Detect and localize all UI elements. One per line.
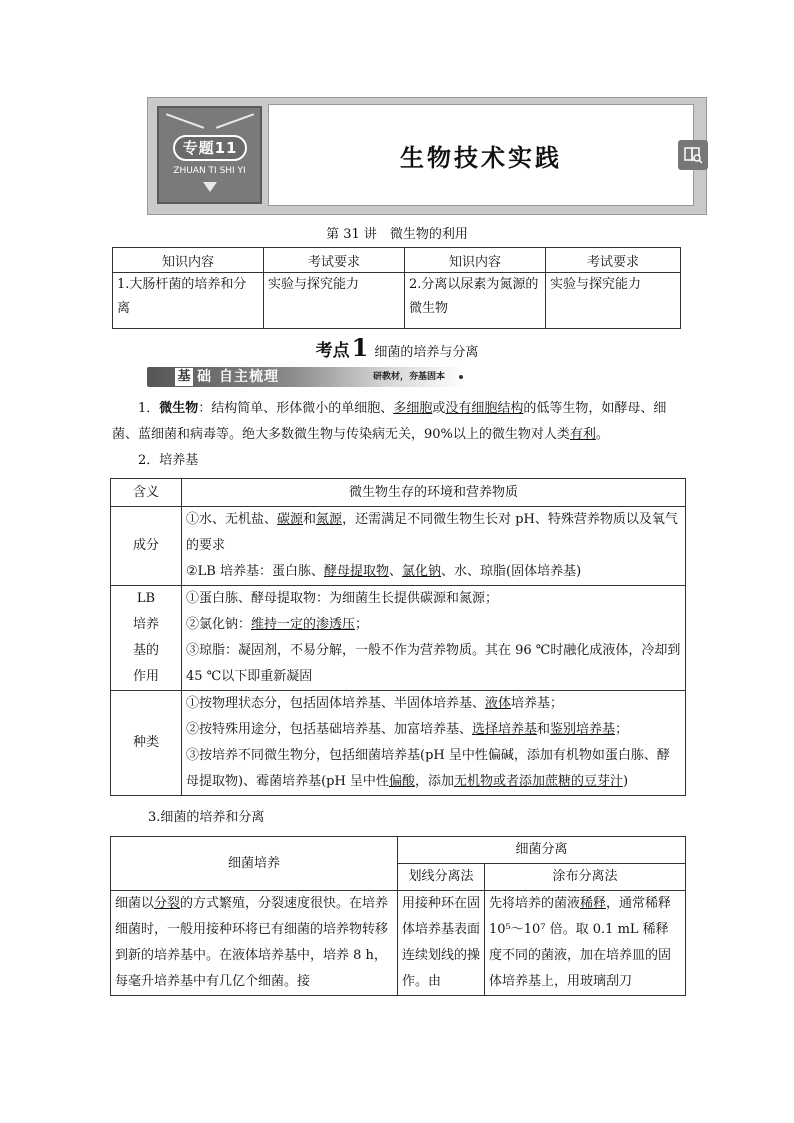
page-title: 生物技术实践 <box>400 143 562 172</box>
text-line <box>186 559 681 585</box>
text-line: ③琼脂：凝固剂，不易分解，一般不作为营养物质。其在 96 ℃时融化成液体，冷却到 45 ℃以下即重新凝固 <box>186 643 681 684</box>
answer-blank: 碳源 <box>277 512 304 527</box>
text: 。 <box>595 427 609 442</box>
kaodian-label: 考点 <box>315 341 350 361</box>
text-line <box>186 612 681 638</box>
section-bar <box>147 367 465 387</box>
text: ②按特殊用途分，包括基础培养基、加富培养基、 <box>186 722 473 737</box>
table-cell <box>182 691 686 796</box>
table-cell <box>182 586 686 691</box>
label-line: 作用 <box>132 669 159 684</box>
text: 、水、琼脂(固体培养基) <box>441 564 582 579</box>
kaodian-heading <box>0 333 794 362</box>
text: 细菌以 <box>115 896 155 911</box>
answer-blank: 分裂 <box>154 896 181 911</box>
answer-blank: 稀释 <box>580 896 607 911</box>
text-line <box>186 743 681 795</box>
medium-table <box>110 478 686 796</box>
row-label: 种类 <box>111 691 182 796</box>
table-cell: 微生物生存的环境和营养物质 <box>182 479 686 507</box>
table-header: 划线分离法 <box>398 864 485 891</box>
text: 或 <box>432 401 446 416</box>
row-label: 含义 <box>111 479 182 507</box>
table-header: 知识内容 <box>405 248 546 273</box>
culture-heading: 3.细菌的培养和分离 <box>148 810 265 825</box>
book-search-icon[interactable] <box>678 140 708 170</box>
text: ③按培养不同微生物分，包括细菌培养基(pH 呈中性偏碱，添加有机物如蛋白胨、酵母提取物)、霉菌培养基(pH 呈中性 <box>186 748 670 789</box>
lecture-title: 第 31 讲 微生物的利用 <box>326 227 468 242</box>
kaodian-topic: 细菌的培养与分离 <box>374 345 479 360</box>
table-cell: 1.大肠杆菌的培养和分离 <box>113 273 264 329</box>
table-header: 知识内容 <box>113 248 264 273</box>
answer-blank: 液体 <box>485 696 512 711</box>
text: 先将培养的菌液 <box>489 896 581 911</box>
table-header: 考试要求 <box>264 248 405 273</box>
label-line: 培养 <box>132 617 159 632</box>
text: 、 <box>389 564 403 579</box>
table-cell: 实验与探究能力 <box>546 273 681 329</box>
answer-blank: 维持一定的渗透压 <box>251 617 356 632</box>
topic-badge <box>157 106 262 204</box>
table-cell <box>182 507 686 586</box>
answer-blank: 鉴别培养基 <box>550 722 616 737</box>
text-line: ①蛋白胨、酵母提取物：为细菌生长提供碳源和氮源； <box>186 591 499 606</box>
text: ①水、无机盐、 <box>186 512 278 527</box>
label-line: LB <box>136 591 156 606</box>
text-line <box>186 691 681 717</box>
text: ②氯化钠： <box>186 617 252 632</box>
table-cell: 用接种环在固体培养基表面连续划线的操作。由 <box>398 891 485 996</box>
table-header: 考试要求 <box>546 248 681 273</box>
text: ①按物理状态分，包括固体培养基、半固体培养基、 <box>186 696 486 711</box>
text: 和 <box>537 722 551 737</box>
badge-decoration <box>166 113 204 129</box>
row-label <box>111 586 182 691</box>
answer-blank: 无机物或者添加蔗糖的豆芽汁 <box>453 774 623 789</box>
table-cell <box>111 891 398 996</box>
text-line <box>186 717 681 743</box>
answer-blank: 酵母提取物 <box>323 564 389 579</box>
text: 培养基； <box>511 696 564 711</box>
table-header: 细菌培养 <box>111 837 398 891</box>
section-bar-char: 础 <box>197 369 212 385</box>
answer-blank: 多细胞 <box>393 401 433 416</box>
dot-icon <box>459 375 463 379</box>
text: ：结构简单、形体微小的单细胞、 <box>198 401 394 416</box>
answer-blank: 氮源 <box>316 512 343 527</box>
text: 的方式繁殖，分裂速度很快。在培养细菌时，一般用接种环将已有细菌的培养物转移到新的培养基中。在液体培养基中，培养 8 h，每毫升培养基中有几亿个细菌。接 <box>115 896 389 989</box>
badge-label: 专题11 <box>173 135 247 161</box>
table-cell <box>485 891 686 996</box>
answer-blank: 有利 <box>569 427 596 442</box>
answer-blank: 选择培养基 <box>472 722 538 737</box>
badge-decoration <box>216 113 254 129</box>
kaodian-number: 1 <box>351 333 369 362</box>
badge-arrow-icon <box>203 182 217 192</box>
table-header: 涂布分离法 <box>485 864 686 891</box>
text: 的低等生物，如酵母、细菌、蓝细菌和病毒等。绝大多数微生物与传染病无关，90%以上的微生物对人类 <box>112 401 667 442</box>
label-line: 基的 <box>132 643 159 658</box>
text: 和 <box>303 512 317 527</box>
term: 微生物 <box>159 401 199 416</box>
culture-table <box>110 836 686 996</box>
text: ) <box>622 774 629 789</box>
medium-heading: 2．培养基 <box>138 453 199 468</box>
title-box <box>268 104 694 206</box>
table-header: 细菌分离 <box>398 837 686 864</box>
text: ； <box>615 722 629 737</box>
text: ； <box>355 617 369 632</box>
answer-blank: 偏酸 <box>388 774 415 789</box>
text: ，还需满足不同微生物生长对 pH、特殊营养物质以及氧气的要求 <box>186 512 678 553</box>
badge-pinyin: ZHUAN TI SHI YI <box>173 166 246 176</box>
section-bar-subtitle: 研教材，夯基固本 <box>373 372 446 382</box>
section-bar-title: 自主梳理 <box>219 369 279 385</box>
microbe-paragraph <box>112 396 682 448</box>
section-bar-char: 基 <box>175 368 193 386</box>
text: ，添加 <box>414 774 454 789</box>
answer-blank: 氯化钠 <box>402 564 442 579</box>
table-cell: 实验与探究能力 <box>264 273 405 329</box>
text-line <box>186 507 681 559</box>
requirements-table <box>112 247 681 329</box>
answer-blank: 没有细胞结构 <box>445 401 524 416</box>
table-cell: 2.分离以尿素为氮源的微生物 <box>405 273 546 329</box>
row-label: 成分 <box>111 507 182 586</box>
text: ②LB 培养基：蛋白胨、 <box>186 564 324 579</box>
text: ，通常稀释 10⁵～10⁷ 倍。取 0.1 mL 稀释度不同的菌液，加在培养皿的固体培养基上，用玻璃刮刀 <box>489 896 672 989</box>
para-number: 1． <box>138 401 160 416</box>
